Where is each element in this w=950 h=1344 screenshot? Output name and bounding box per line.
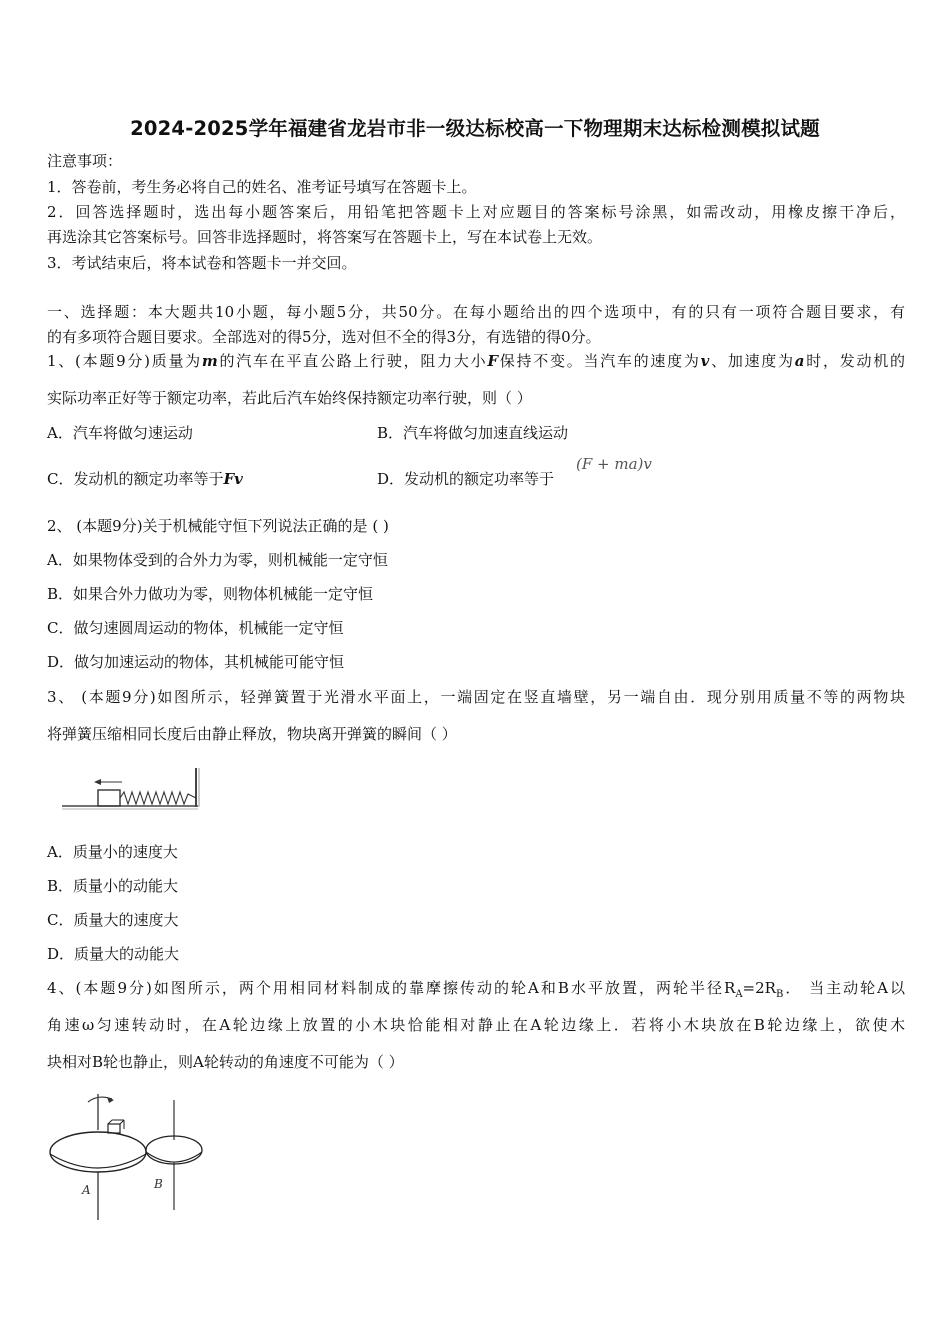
- q2-option-b: B．如果合外力做功为零，则物体机械能一定守恒: [47, 585, 374, 603]
- wheel-b-shape: [146, 1136, 202, 1164]
- q1-stem-cont: 实际功率正好等于额定功率，若此后汽车始终保持额定功率行驶，则（ ）: [47, 389, 532, 407]
- q1-option-d-formula: (F + ma)v: [576, 455, 652, 473]
- spring-block-figure: [60, 764, 205, 814]
- notice-heading: 注意事项：: [47, 152, 123, 170]
- q3-option-c: C．质量大的速度大: [47, 911, 179, 929]
- q2-option-a: A．如果物体受到的合外力为零，则机械能一定守恒: [47, 551, 388, 569]
- notice-item-1: 1．答卷前，考生务必将自己的姓名、准考证号填写在答题卡上。: [47, 178, 477, 196]
- block-shape: [108, 1124, 120, 1133]
- friction-wheels-figure: [44, 1090, 214, 1225]
- wheel-b-label: B: [154, 1177, 163, 1191]
- section-heading-cont: 的有多项符合题目要求。全部选对的得5分，选对但不全的得3分，有选错的得0分。: [47, 328, 601, 346]
- spring-shape: [120, 792, 196, 804]
- q1-option-a: A．汽车将做匀速运动: [47, 424, 193, 442]
- q4-stem-cont-2: 块相对B轮也静止，则A轮转动的角速度不可能为（ ）: [47, 1053, 404, 1071]
- q2-option-d: D．做匀加速运动的物体，其机械能可能守恒: [47, 653, 345, 671]
- wheel-a-label: A: [82, 1183, 91, 1197]
- q3-option-b: B．质量小的动能大: [47, 877, 179, 895]
- q4-stem-cont: 角速ω匀速转动时，在A轮边缘上放置的小木块恰能相对静止在A轮边缘上．若将小木块放在B轮边缘上，欲使木: [47, 1016, 905, 1034]
- q2-stem: 2、 (本题9分)关于机械能守恒下列说法正确的是 ( ): [47, 517, 389, 535]
- page-title: 2024-2025学年福建省龙岩市非一级达标校高一下物理期末达标检测模拟试题: [130, 117, 820, 140]
- q3-stem-cont: 将弹簧压缩相同长度后由静止释放，物块离开弹簧的瞬间（ ）: [47, 725, 457, 743]
- q1-option-b: B．汽车将做匀加速直线运动: [377, 424, 569, 442]
- notice-item-2-cont: 再选涂其它答案标号。回答非选择题时，将答案写在答题卡上，写在本试卷上无效。: [47, 228, 603, 246]
- wheel-a-shape: [50, 1132, 146, 1172]
- q1-option-d: D．发动机的额定功率等于: [377, 470, 555, 488]
- notice-item-2: 2．回答选择题时，选出每小题答案后，用铅笔把答题卡上对应题目的答案标号涂黑，如需改动，用橡皮擦干净后，: [47, 203, 905, 221]
- q1-option-c: C．发动机的额定功率等于Fv: [47, 470, 243, 488]
- q3-stem: 3、 (本题9分)如图所示，轻弹簧置于光滑水平面上，一端固定在竖直墙壁，另一端自由．现分别用质量不等的两物块: [47, 688, 905, 706]
- q4-stem: 4、(本题9分)如图所示，两个用相同材料制成的靠摩擦传动的轮A和B水平放置，两轮半径$R_A=2R_B$． 当主动轮A以: [47, 979, 905, 1000]
- block-shape: [98, 790, 120, 806]
- section-heading: 一、选择题：本大题共10小题，每小题5分，共50分。在每小题给出的四个选项中，有的只有一项符合题目要求，有: [47, 303, 905, 321]
- q3-option-d: D．质量大的动能大: [47, 945, 180, 963]
- q1-stem: 1、(本题9分)质量为m的汽车在平直公路上行驶，阻力大小F保持不变。当汽车的速度为v、加速度为a时，发动机的: [47, 352, 905, 370]
- q3-option-a: A．质量小的速度大: [47, 843, 178, 861]
- q2-option-c: C．做匀速圆周运动的物体，机械能一定守恒: [47, 619, 344, 637]
- notice-item-3: 3．考试结束后，将本试卷和答题卡一并交回。: [47, 254, 357, 272]
